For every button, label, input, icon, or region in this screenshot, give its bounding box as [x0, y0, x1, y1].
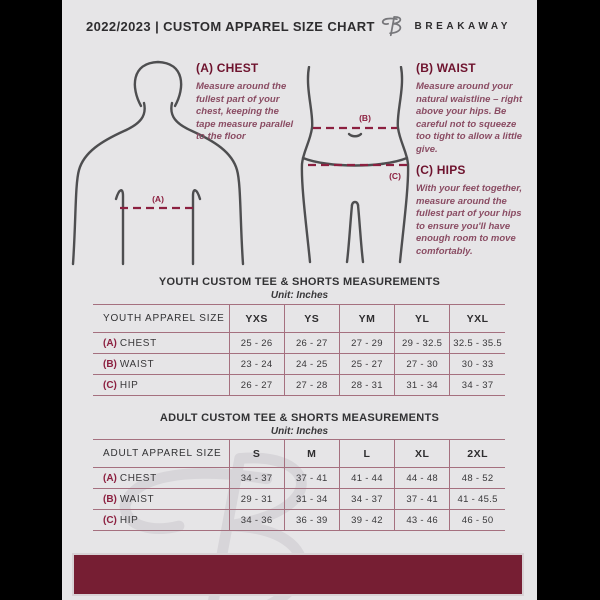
cell: 29 - 32.5	[395, 333, 450, 354]
breakaway-logo-icon	[380, 13, 407, 40]
hips-body-text: With your feet together, measure around the fullest part of your hips to ensure you'll have enough room to move comfortably.	[416, 183, 523, 257]
cell: 23 - 24	[229, 354, 284, 375]
row-label: CHEST	[119, 337, 157, 349]
size-header-m: M	[284, 440, 339, 468]
waist-instructions	[416, 61, 524, 156]
youth-header-row	[93, 305, 505, 333]
youth-size-table	[93, 304, 505, 396]
page-title: 2022/2023 | CUSTOM APPAREL SIZE CHART	[86, 19, 375, 34]
chest-line-label: (A)	[152, 194, 164, 204]
chest-heading: (A) CHEST	[196, 61, 259, 75]
cell: 44 - 48	[395, 468, 450, 489]
youth-hip-row	[93, 375, 505, 396]
size-chart-page	[62, 0, 537, 600]
cell: 41 - 45.5	[450, 489, 505, 510]
cell: 43 - 46	[395, 510, 450, 531]
size-header-l: L	[339, 440, 394, 468]
cell: 27 - 30	[395, 354, 450, 375]
cell: 48 - 52	[450, 468, 505, 489]
row-prefix: (A)	[103, 337, 117, 349]
footer-accent-bar	[72, 553, 524, 596]
row-label: HIP	[119, 514, 139, 526]
youth-section-title: YOUTH CUSTOM TEE & SHORTS MEASUREMENTS	[158, 276, 441, 288]
brand-name: BREAKAWAY	[414, 21, 511, 32]
cell: 41 - 44	[339, 468, 394, 489]
hips-instructions	[416, 163, 528, 258]
row-prefix: (B)	[103, 493, 117, 505]
size-header-ys: YS	[284, 305, 339, 333]
cell: 34 - 37	[450, 375, 505, 396]
adult-size-table	[93, 439, 505, 531]
row-label: WAIST	[119, 358, 155, 370]
lower-body-diagram	[283, 66, 415, 266]
adult-section-title: ADULT CUSTOM TEE & SHORTS MEASUREMENTS	[159, 412, 440, 424]
youth-chest-row	[93, 333, 505, 354]
adult-size-column-header: ADULT APPAREL SIZE	[103, 448, 222, 459]
adult-chest-row	[93, 468, 505, 489]
size-header-ym: YM	[339, 305, 394, 333]
size-header-xl: XL	[395, 440, 450, 468]
cell: 25 - 26	[229, 333, 284, 354]
row-prefix: (C)	[103, 514, 117, 526]
cell: 29 - 31	[229, 489, 284, 510]
cell: 25 - 27	[339, 354, 394, 375]
cell: 26 - 27	[229, 375, 284, 396]
size-header-2xl: 2XL	[450, 440, 505, 468]
cell: 34 - 37	[339, 489, 394, 510]
cell: 31 - 34	[284, 489, 339, 510]
row-label: HIP	[119, 379, 139, 391]
hips-line-label: (C)	[389, 171, 401, 181]
cell: 32.5 - 35.5	[450, 333, 505, 354]
cell: 37 - 41	[395, 489, 450, 510]
size-header-s: S	[229, 440, 284, 468]
cell: 28 - 31	[339, 375, 394, 396]
youth-waist-row	[93, 354, 505, 375]
cell: 30 - 33	[450, 354, 505, 375]
adult-hip-row	[93, 510, 505, 531]
row-label: CHEST	[119, 472, 157, 484]
size-header-yl: YL	[395, 305, 450, 333]
adult-header-row	[93, 440, 505, 468]
hips-heading: (C) HIPS	[416, 163, 466, 177]
youth-unit-label: Unit: Inches	[270, 290, 329, 301]
row-prefix: (A)	[103, 472, 117, 484]
cell: 31 - 34	[395, 375, 450, 396]
youth-size-column-header: YOUTH APPAREL SIZE	[103, 313, 225, 324]
content	[62, 0, 537, 600]
adult-waist-row	[93, 489, 505, 510]
chest-instructions	[196, 61, 294, 144]
size-header-yxl: YXL	[450, 305, 505, 333]
cell: 34 - 37	[229, 468, 284, 489]
row-prefix: (C)	[103, 379, 117, 391]
cell: 24 - 25	[284, 354, 339, 375]
waist-line-label: (B)	[359, 113, 371, 123]
cell: 26 - 27	[284, 333, 339, 354]
row-prefix: (B)	[103, 358, 117, 370]
cell: 39 - 42	[339, 510, 394, 531]
adult-unit-label: Unit: Inches	[270, 426, 329, 437]
chest-body-text: Measure around the fullest part of your chest, keeping the tape measure parallel to the floor	[196, 81, 294, 142]
size-header-yxs: YXS	[229, 305, 284, 333]
row-label: WAIST	[119, 493, 155, 505]
waist-heading: (B) WAIST	[416, 61, 476, 75]
cell: 34 - 36	[229, 510, 284, 531]
cell: 36 - 39	[284, 510, 339, 531]
cell: 27 - 28	[284, 375, 339, 396]
waist-body-text: Measure around your natural waistline – right above your hips. Be careful not to squeeze too tight to allow a little give.	[416, 81, 523, 155]
cell: 37 - 41	[284, 468, 339, 489]
cell: 27 - 29	[339, 333, 394, 354]
brand-block	[380, 13, 512, 40]
cell: 46 - 50	[450, 510, 505, 531]
